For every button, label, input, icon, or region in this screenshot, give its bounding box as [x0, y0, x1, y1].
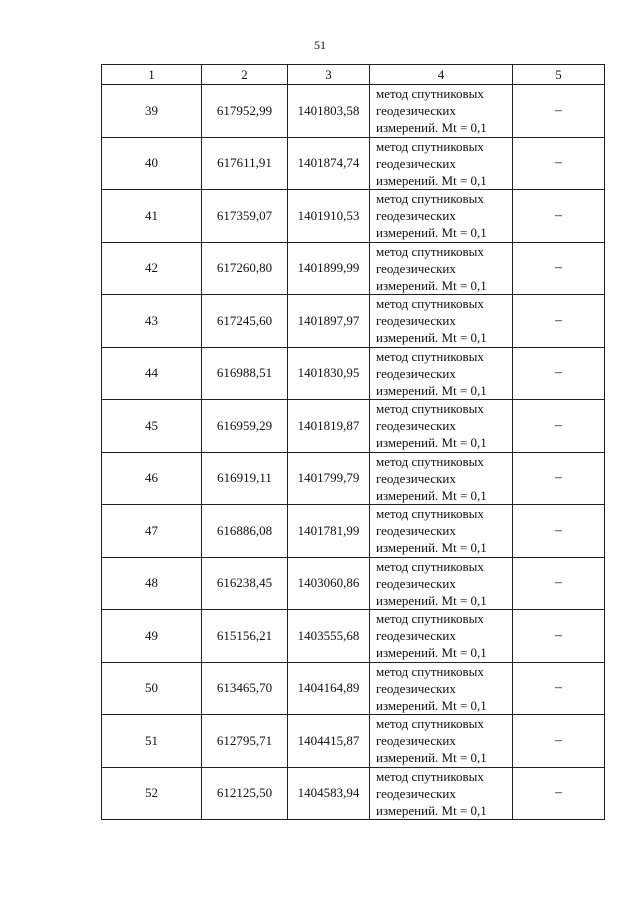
- method-line: метод спутниковых: [376, 453, 484, 469]
- x-coordinate-cell: 613465,70: [202, 662, 288, 715]
- method-line: метод спутниковых: [376, 558, 484, 574]
- point-number-cell: 44: [102, 347, 202, 400]
- method-line: измерений. Mt = 0,1: [376, 750, 487, 766]
- note-cell: –: [513, 242, 605, 295]
- note-cell: –: [513, 662, 605, 715]
- method-line: метод спутниковых: [376, 506, 484, 522]
- x-coordinate-cell: 616919,11: [202, 452, 288, 505]
- method-cell: [370, 400, 513, 453]
- y-coordinate-cell: 1401819,87: [288, 400, 370, 453]
- table-row: [102, 610, 605, 663]
- note-cell: –: [513, 767, 605, 820]
- y-coordinate-cell: 1404583,94: [288, 767, 370, 820]
- note-cell: –: [513, 715, 605, 768]
- method-line: геодезических: [376, 418, 456, 434]
- method-line: метод спутниковых: [376, 86, 484, 102]
- point-number-cell: 40: [102, 137, 202, 190]
- table-body: [102, 85, 605, 820]
- point-number-cell: 49: [102, 610, 202, 663]
- x-coordinate-cell: 616886,08: [202, 505, 288, 558]
- method-line: измерений. Mt = 0,1: [376, 435, 487, 451]
- method-cell: [370, 85, 513, 138]
- table-row: [102, 242, 605, 295]
- table-row: [102, 662, 605, 715]
- y-coordinate-cell: 1401799,79: [288, 452, 370, 505]
- point-number-cell: 46: [102, 452, 202, 505]
- column-header-4: 4: [370, 65, 513, 85]
- method-line: метод спутниковых: [376, 296, 484, 312]
- y-coordinate-cell: 1401899,99: [288, 242, 370, 295]
- method-cell: [370, 715, 513, 768]
- table-row: [102, 715, 605, 768]
- note-cell: –: [513, 557, 605, 610]
- point-number-cell: 39: [102, 85, 202, 138]
- method-line: измерений. Mt = 0,1: [376, 382, 487, 398]
- x-coordinate-cell: 617952,99: [202, 85, 288, 138]
- point-number-cell: 51: [102, 715, 202, 768]
- note-cell: –: [513, 400, 605, 453]
- method-cell: [370, 610, 513, 663]
- table-row: [102, 505, 605, 558]
- method-cell: [370, 662, 513, 715]
- column-header-3: 3: [288, 65, 370, 85]
- method-line: метод спутниковых: [376, 401, 484, 417]
- y-coordinate-cell: 1403060,86: [288, 557, 370, 610]
- y-coordinate-cell: 1401874,74: [288, 137, 370, 190]
- method-cell: [370, 505, 513, 558]
- x-coordinate-cell: 616988,51: [202, 347, 288, 400]
- x-coordinate-cell: 617245,60: [202, 295, 288, 348]
- method-line: геодезических: [376, 313, 456, 329]
- method-cell: [370, 137, 513, 190]
- note-cell: –: [513, 505, 605, 558]
- note-cell: –: [513, 295, 605, 348]
- table-row: [102, 137, 605, 190]
- table-row: [102, 557, 605, 610]
- note-cell: –: [513, 347, 605, 400]
- method-cell: [370, 295, 513, 348]
- x-coordinate-cell: 612795,71: [202, 715, 288, 768]
- x-coordinate-cell: 616959,29: [202, 400, 288, 453]
- method-line: метод спутниковых: [376, 611, 484, 627]
- method-line: геодезических: [376, 523, 456, 539]
- note-cell: –: [513, 137, 605, 190]
- point-number-cell: 42: [102, 242, 202, 295]
- point-number-cell: 43: [102, 295, 202, 348]
- method-line: измерений. Mt = 0,1: [376, 540, 487, 556]
- method-line: измерений. Mt = 0,1: [376, 330, 487, 346]
- y-coordinate-cell: 1401781,99: [288, 505, 370, 558]
- table-row: [102, 767, 605, 820]
- method-line: измерений. Mt = 0,1: [376, 487, 487, 503]
- y-coordinate-cell: 1404164,89: [288, 662, 370, 715]
- column-header-1: 1: [102, 65, 202, 85]
- y-coordinate-cell: 1401830,95: [288, 347, 370, 400]
- method-line: геодезических: [376, 260, 456, 276]
- table-row: [102, 85, 605, 138]
- method-line: метод спутниковых: [376, 768, 484, 784]
- note-cell: –: [513, 85, 605, 138]
- coordinates-table: [101, 64, 605, 820]
- method-line: измерений. Mt = 0,1: [376, 172, 487, 188]
- method-line: геодезических: [376, 208, 456, 224]
- method-line: измерений. Mt = 0,1: [376, 697, 487, 713]
- method-line: геодезических: [376, 680, 456, 696]
- column-header-5: 5: [513, 65, 605, 85]
- point-number-cell: 41: [102, 190, 202, 243]
- method-line: измерений. Mt = 0,1: [376, 277, 487, 293]
- x-coordinate-cell: 617260,80: [202, 242, 288, 295]
- point-number-cell: 47: [102, 505, 202, 558]
- method-line: геодезических: [376, 470, 456, 486]
- method-cell: [370, 767, 513, 820]
- method-cell: [370, 557, 513, 610]
- method-line: метод спутниковых: [376, 243, 484, 259]
- point-number-cell: 45: [102, 400, 202, 453]
- x-coordinate-cell: 617359,07: [202, 190, 288, 243]
- method-line: метод спутниковых: [376, 663, 484, 679]
- method-line: измерений. Mt = 0,1: [376, 225, 487, 241]
- method-line: метод спутниковых: [376, 138, 484, 154]
- method-line: геодезических: [376, 365, 456, 381]
- method-cell: [370, 452, 513, 505]
- method-line: геодезических: [376, 575, 456, 591]
- method-line: измерений. Mt = 0,1: [376, 120, 487, 136]
- method-cell: [370, 242, 513, 295]
- method-line: геодезических: [376, 103, 456, 119]
- table-header-row: [102, 65, 605, 85]
- x-coordinate-cell: 612125,50: [202, 767, 288, 820]
- point-number-cell: 48: [102, 557, 202, 610]
- table-row: [102, 295, 605, 348]
- note-cell: –: [513, 452, 605, 505]
- y-coordinate-cell: 1404415,87: [288, 715, 370, 768]
- method-line: измерений. Mt = 0,1: [376, 592, 487, 608]
- method-line: метод спутниковых: [376, 348, 484, 364]
- point-number-cell: 50: [102, 662, 202, 715]
- x-coordinate-cell: 617611,91: [202, 137, 288, 190]
- column-header-2: 2: [202, 65, 288, 85]
- x-coordinate-cell: 615156,21: [202, 610, 288, 663]
- table-row: [102, 190, 605, 243]
- table-row: [102, 400, 605, 453]
- method-cell: [370, 190, 513, 243]
- y-coordinate-cell: 1401803,58: [288, 85, 370, 138]
- table-row: [102, 347, 605, 400]
- x-coordinate-cell: 616238,45: [202, 557, 288, 610]
- method-line: метод спутниковых: [376, 716, 484, 732]
- method-cell: [370, 347, 513, 400]
- table-row: [102, 452, 605, 505]
- page-number: 51: [314, 38, 326, 52]
- method-line: измерений. Mt = 0,1: [376, 645, 487, 661]
- method-line: метод спутниковых: [376, 191, 484, 207]
- method-line: геодезических: [376, 733, 456, 749]
- method-line: измерений. Mt = 0,1: [376, 802, 487, 818]
- y-coordinate-cell: 1401910,53: [288, 190, 370, 243]
- note-cell: –: [513, 190, 605, 243]
- y-coordinate-cell: 1401897,97: [288, 295, 370, 348]
- method-line: геодезических: [376, 155, 456, 171]
- point-number-cell: 52: [102, 767, 202, 820]
- method-line: геодезических: [376, 785, 456, 801]
- y-coordinate-cell: 1403555,68: [288, 610, 370, 663]
- note-cell: –: [513, 610, 605, 663]
- method-line: геодезических: [376, 628, 456, 644]
